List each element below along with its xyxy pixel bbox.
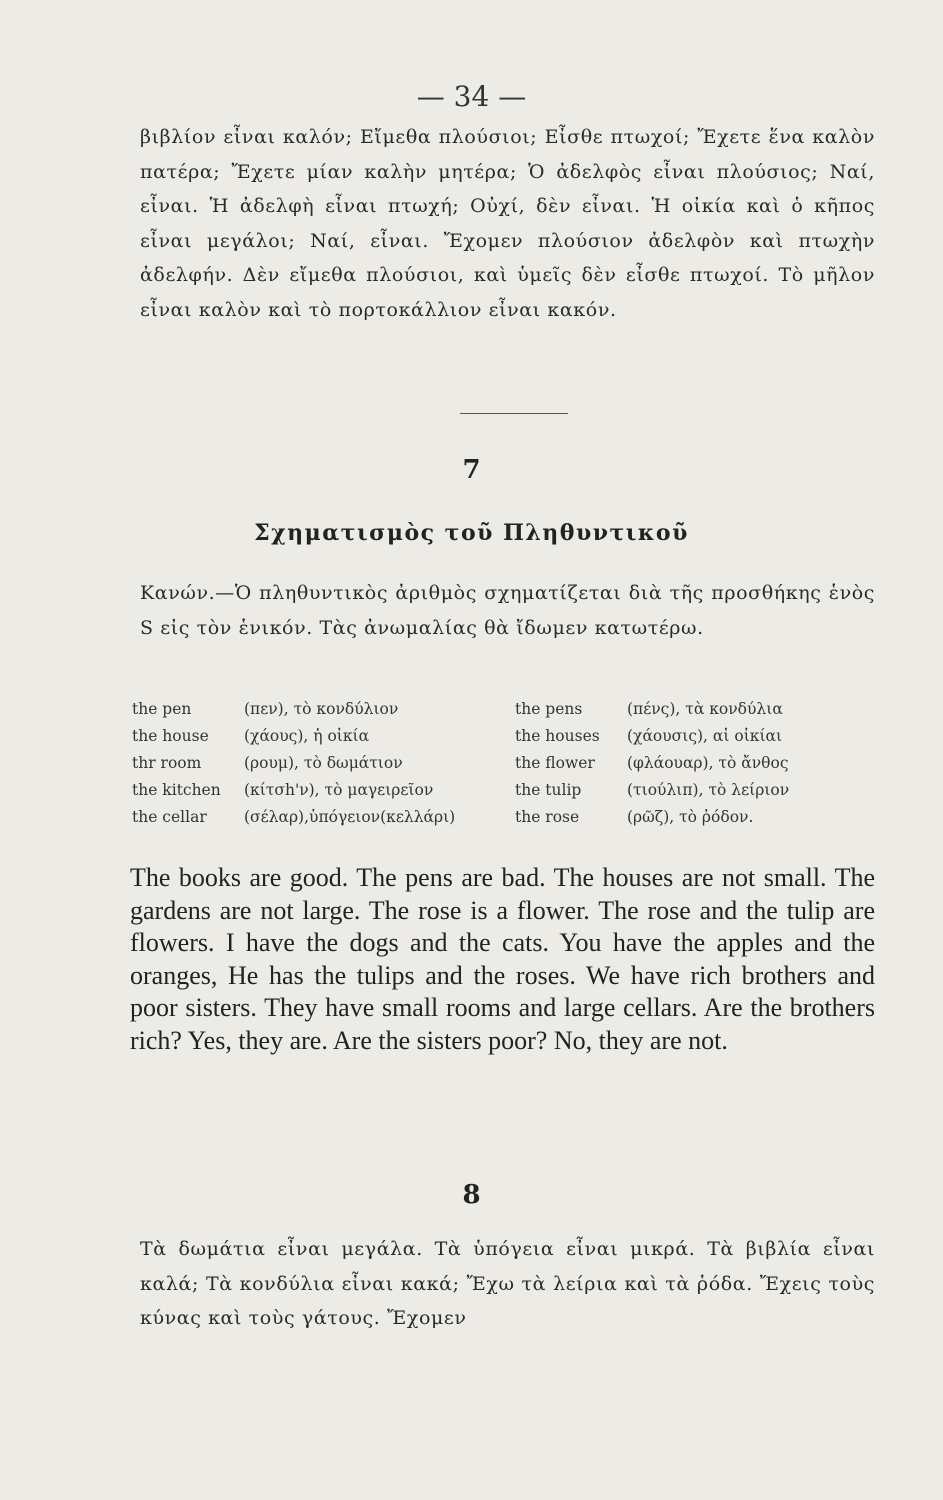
page-number: — 34 — (416, 80, 527, 113)
vocab-english: the pens (515, 700, 583, 718)
vocab-english: the kitchen (132, 781, 221, 799)
lesson-number-8: 8 (462, 1180, 481, 1210)
vocab-greek: (φλάουαρ), τὸ ἄνθος (627, 754, 789, 772)
vocab-greek: (πεν), τὸ κονδύλιον (244, 700, 399, 718)
vocab-row (515, 723, 880, 750)
vocab-greek: (σέλαρ),ὑπόγειον(κελλάρι) (244, 808, 456, 826)
vocab-row (132, 723, 497, 750)
lesson-heading: Σχηματισμὸς τοῦ Πληθυντικοῦ (254, 520, 689, 546)
vocab-greek: (τιούλιπ), τὸ λείριον (627, 781, 790, 799)
vocab-greek: (ρουμ), τὸ δωμάτιον (244, 754, 403, 772)
english-exercise: The books are good. The pens are bad. The houses are not small. The gardens are not large. The rose is a flower. The rose and the tulip are flowers. I have the dogs and the cats. You have the apples and the oranges, He has the tulips and the roses. We have rich brothers and poor sisters. They have small rooms and large cellars. Are the brothers rich? Yes, they are. Are the sisters poor? No, they are not. (130, 863, 875, 1055)
vocab-row (132, 696, 497, 723)
vocab-english: the cellar (132, 808, 207, 826)
vocab-column-singular (132, 696, 497, 831)
vocab-greek: (πένς), τὰ κονδύλια (627, 700, 783, 718)
vocab-english: the house (132, 727, 209, 745)
vocab-row (515, 777, 880, 804)
vocab-row (132, 750, 497, 777)
vocab-english: thr room (132, 754, 202, 772)
vocab-greek: (ρῶζ), τὸ ῥόδον. (627, 808, 754, 826)
vocab-row (132, 804, 497, 831)
lesson-number-7: 7 (462, 455, 481, 485)
vocab-english: the pen (132, 700, 192, 718)
greek-exercise: Τὰ δωμάτια εἶναι μεγάλα. Τὰ ὑπόγεια εἶναι μικρά. Τὰ βιβλία εἶναι καλά; Τὰ κονδύλια εἶναι κακά; Ἔχω τὰ λείρια καὶ τὰ ῥόδα. Ἔχεις τοὺς κύνας καὶ τοὺς γάτους. Ἔχομεν (140, 1238, 875, 1329)
vocab-english: the houses (515, 727, 600, 745)
section-divider (460, 413, 568, 414)
vocab-english: the rose (515, 808, 580, 826)
vocabulary-table (132, 696, 880, 831)
vocab-greek: (κίτσh'ν), τὸ μαγειρεῖον (244, 781, 434, 799)
vocab-english: the tulip (515, 781, 582, 799)
greek-paragraph-continued: βιβλίον εἶναι καλόν; Εἴμεθα πλούσιοι; Εἶσθε πτωχοί; Ἔχετε ἕνα καλὸν πατέρα; Ἔχετε μίαν καλὴν μητέρα; Ὁ ἀδελφὸς εἶναι πλούσιος; Ναί, εἶναι. Ἡ ἀδελφὴ εἶναι πτωχή; Οὐχί, δὲν εἶναι. Ἡ οἰκία καὶ ὁ κῆπος εἶναι μεγάλοι; Ναί, εἶναι. Ἔχομεν πλούσιον ἀδελφὸν καὶ πτωχὴν ἀδελφήν. Δὲν εἴμεθα πλούσιοι, καὶ ὑμεῖς δὲν εἶσθε πτωχοί. Τὸ μῆλον εἶναι καλὸν καὶ τὸ πορτοκάλλιον εἶναι κακόν. (140, 126, 875, 321)
vocab-row (132, 777, 497, 804)
vocab-column-plural (515, 696, 880, 831)
vocab-row (515, 804, 880, 831)
grammar-rule: Κανών.—Ὁ πληθυντικὸς ἀριθμὸς σχηματίζεται διὰ τῆς προσθήκης ἑνὸς S εἰς τὸν ἑνικόν. Τὰς ἀνωμαλίας θὰ ἴδωμεν κατωτέρω. (140, 582, 875, 639)
vocab-english: the flower (515, 754, 595, 772)
vocab-row (515, 750, 880, 777)
vocab-row (515, 696, 880, 723)
vocab-greek: (χάουσις), αἱ οἰκίαι (627, 727, 783, 745)
vocab-greek: (χάους), ἡ οἰκία (244, 727, 370, 745)
